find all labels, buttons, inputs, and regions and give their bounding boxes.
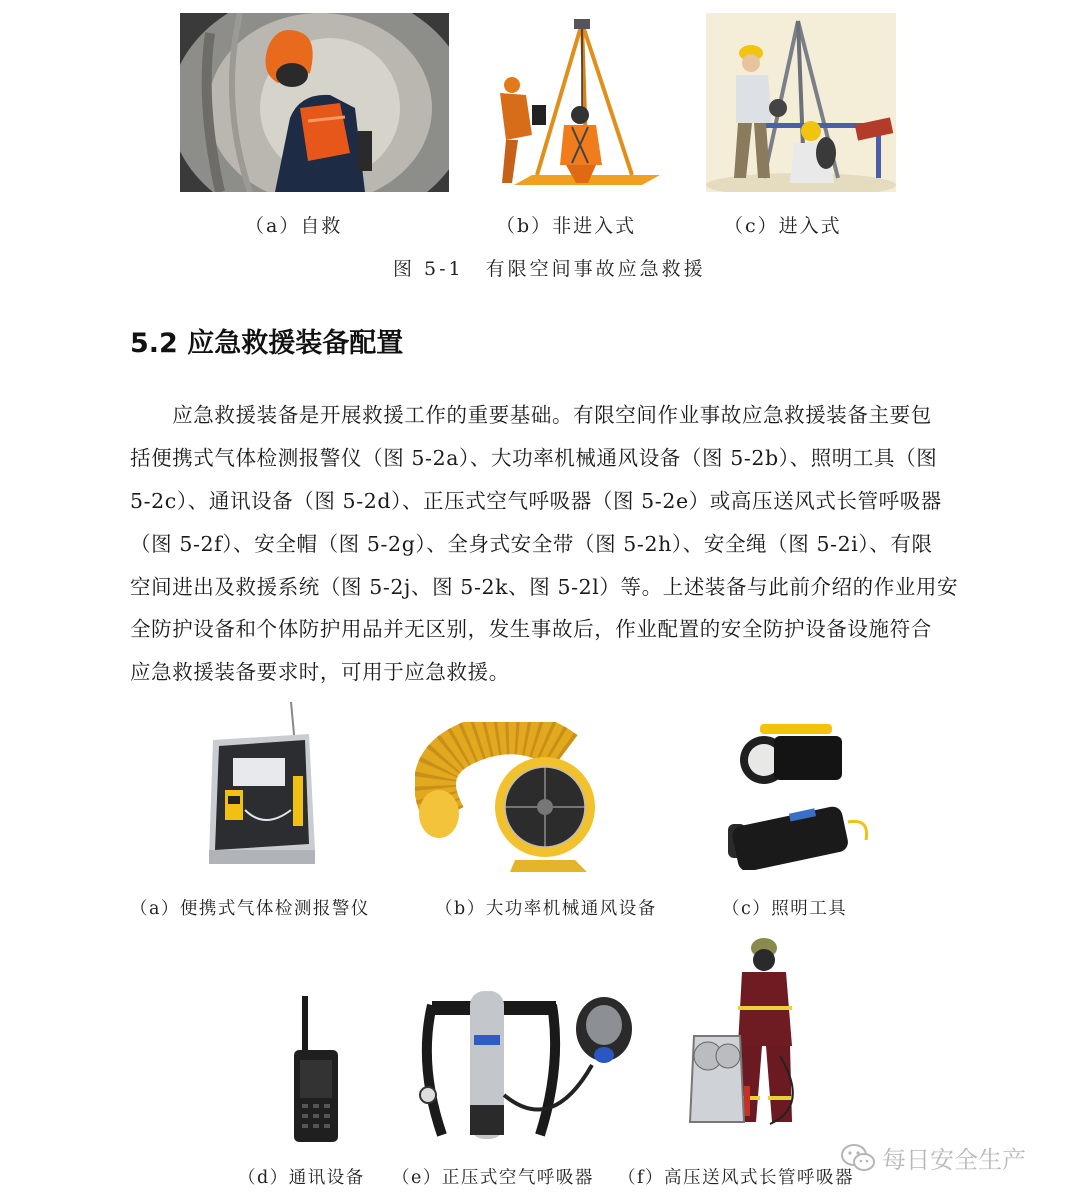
caption-fig5-2e: （e）正压式空气呼吸器 — [392, 1168, 594, 1188]
photo-walkie-talkie — [290, 994, 342, 1144]
paragraph-line: 空间进出及救援系统（图 5-2j、图 5-2k、图 5-2l）等。上述装备与此前介绍的作业用安 — [130, 575, 959, 599]
photo-self-rescue — [180, 13, 449, 192]
caption-fig5-1a: （a）自救 — [245, 215, 343, 237]
paragraph-line: 括便携式气体检测报警仪（图 5-2a）、大功率机械通风设备（图 5-2b）、照明工具（图 — [130, 446, 938, 470]
caption-fig5-2f: （f）高压送风式长管呼吸器 — [618, 1168, 854, 1188]
photo-airline-respirator — [680, 936, 800, 1132]
photo-air-respirator — [412, 985, 642, 1145]
watermark — [840, 1140, 1026, 1175]
photo-lighting-tools — [720, 718, 880, 870]
photo-ventilation-fan — [415, 722, 628, 872]
wechat-icon — [840, 1143, 876, 1173]
photo-non-entry-rescue — [492, 15, 660, 190]
caption-fig5-2c: （c）照明工具 — [722, 899, 848, 919]
caption-fig5-1b: （b）非进入式 — [496, 215, 637, 237]
caption-fig5-2d: （d）通讯设备 — [238, 1168, 365, 1188]
watermark-text: 每日安全生产 — [882, 1146, 1026, 1174]
photo-gas-detector — [205, 700, 320, 868]
caption-fig5-2b: （b）大功率机械通风设备 — [435, 899, 657, 919]
paragraph-line: 应急救援装备要求时，可用于应急救援。 — [130, 660, 510, 684]
paragraph-line: （图 5-2f）、安全帽（图 5-2g）、全身式安全带（图 5-2h）、安全绳（图 5-2i）、有限 — [130, 532, 933, 556]
photo-entry-rescue — [706, 13, 896, 192]
caption-fig5-2a: （a）便携式气体检测报警仪 — [130, 899, 370, 919]
section-heading: 5.2 应急救援装备配置 — [130, 328, 404, 359]
paragraph-line: 应急救援装备是开展救援工作的重要基础。有限空间作业事故应急救援装备主要包 — [130, 403, 932, 427]
caption-fig5-1c: （c）进入式 — [724, 215, 842, 237]
figure-title-5-1: 图 5-1 有限空间事故应急救援 — [393, 258, 706, 280]
paragraph-line: 5-2c）、通讯设备（图 5-2d）、正压式空气呼吸器（图 5-2e）或高压送风式长管呼吸器 — [130, 489, 942, 513]
paragraph-line: 全防护设备和个体防护用品并无区别，发生事故后，作业配置的安全防护设备设施符合 — [130, 617, 932, 641]
